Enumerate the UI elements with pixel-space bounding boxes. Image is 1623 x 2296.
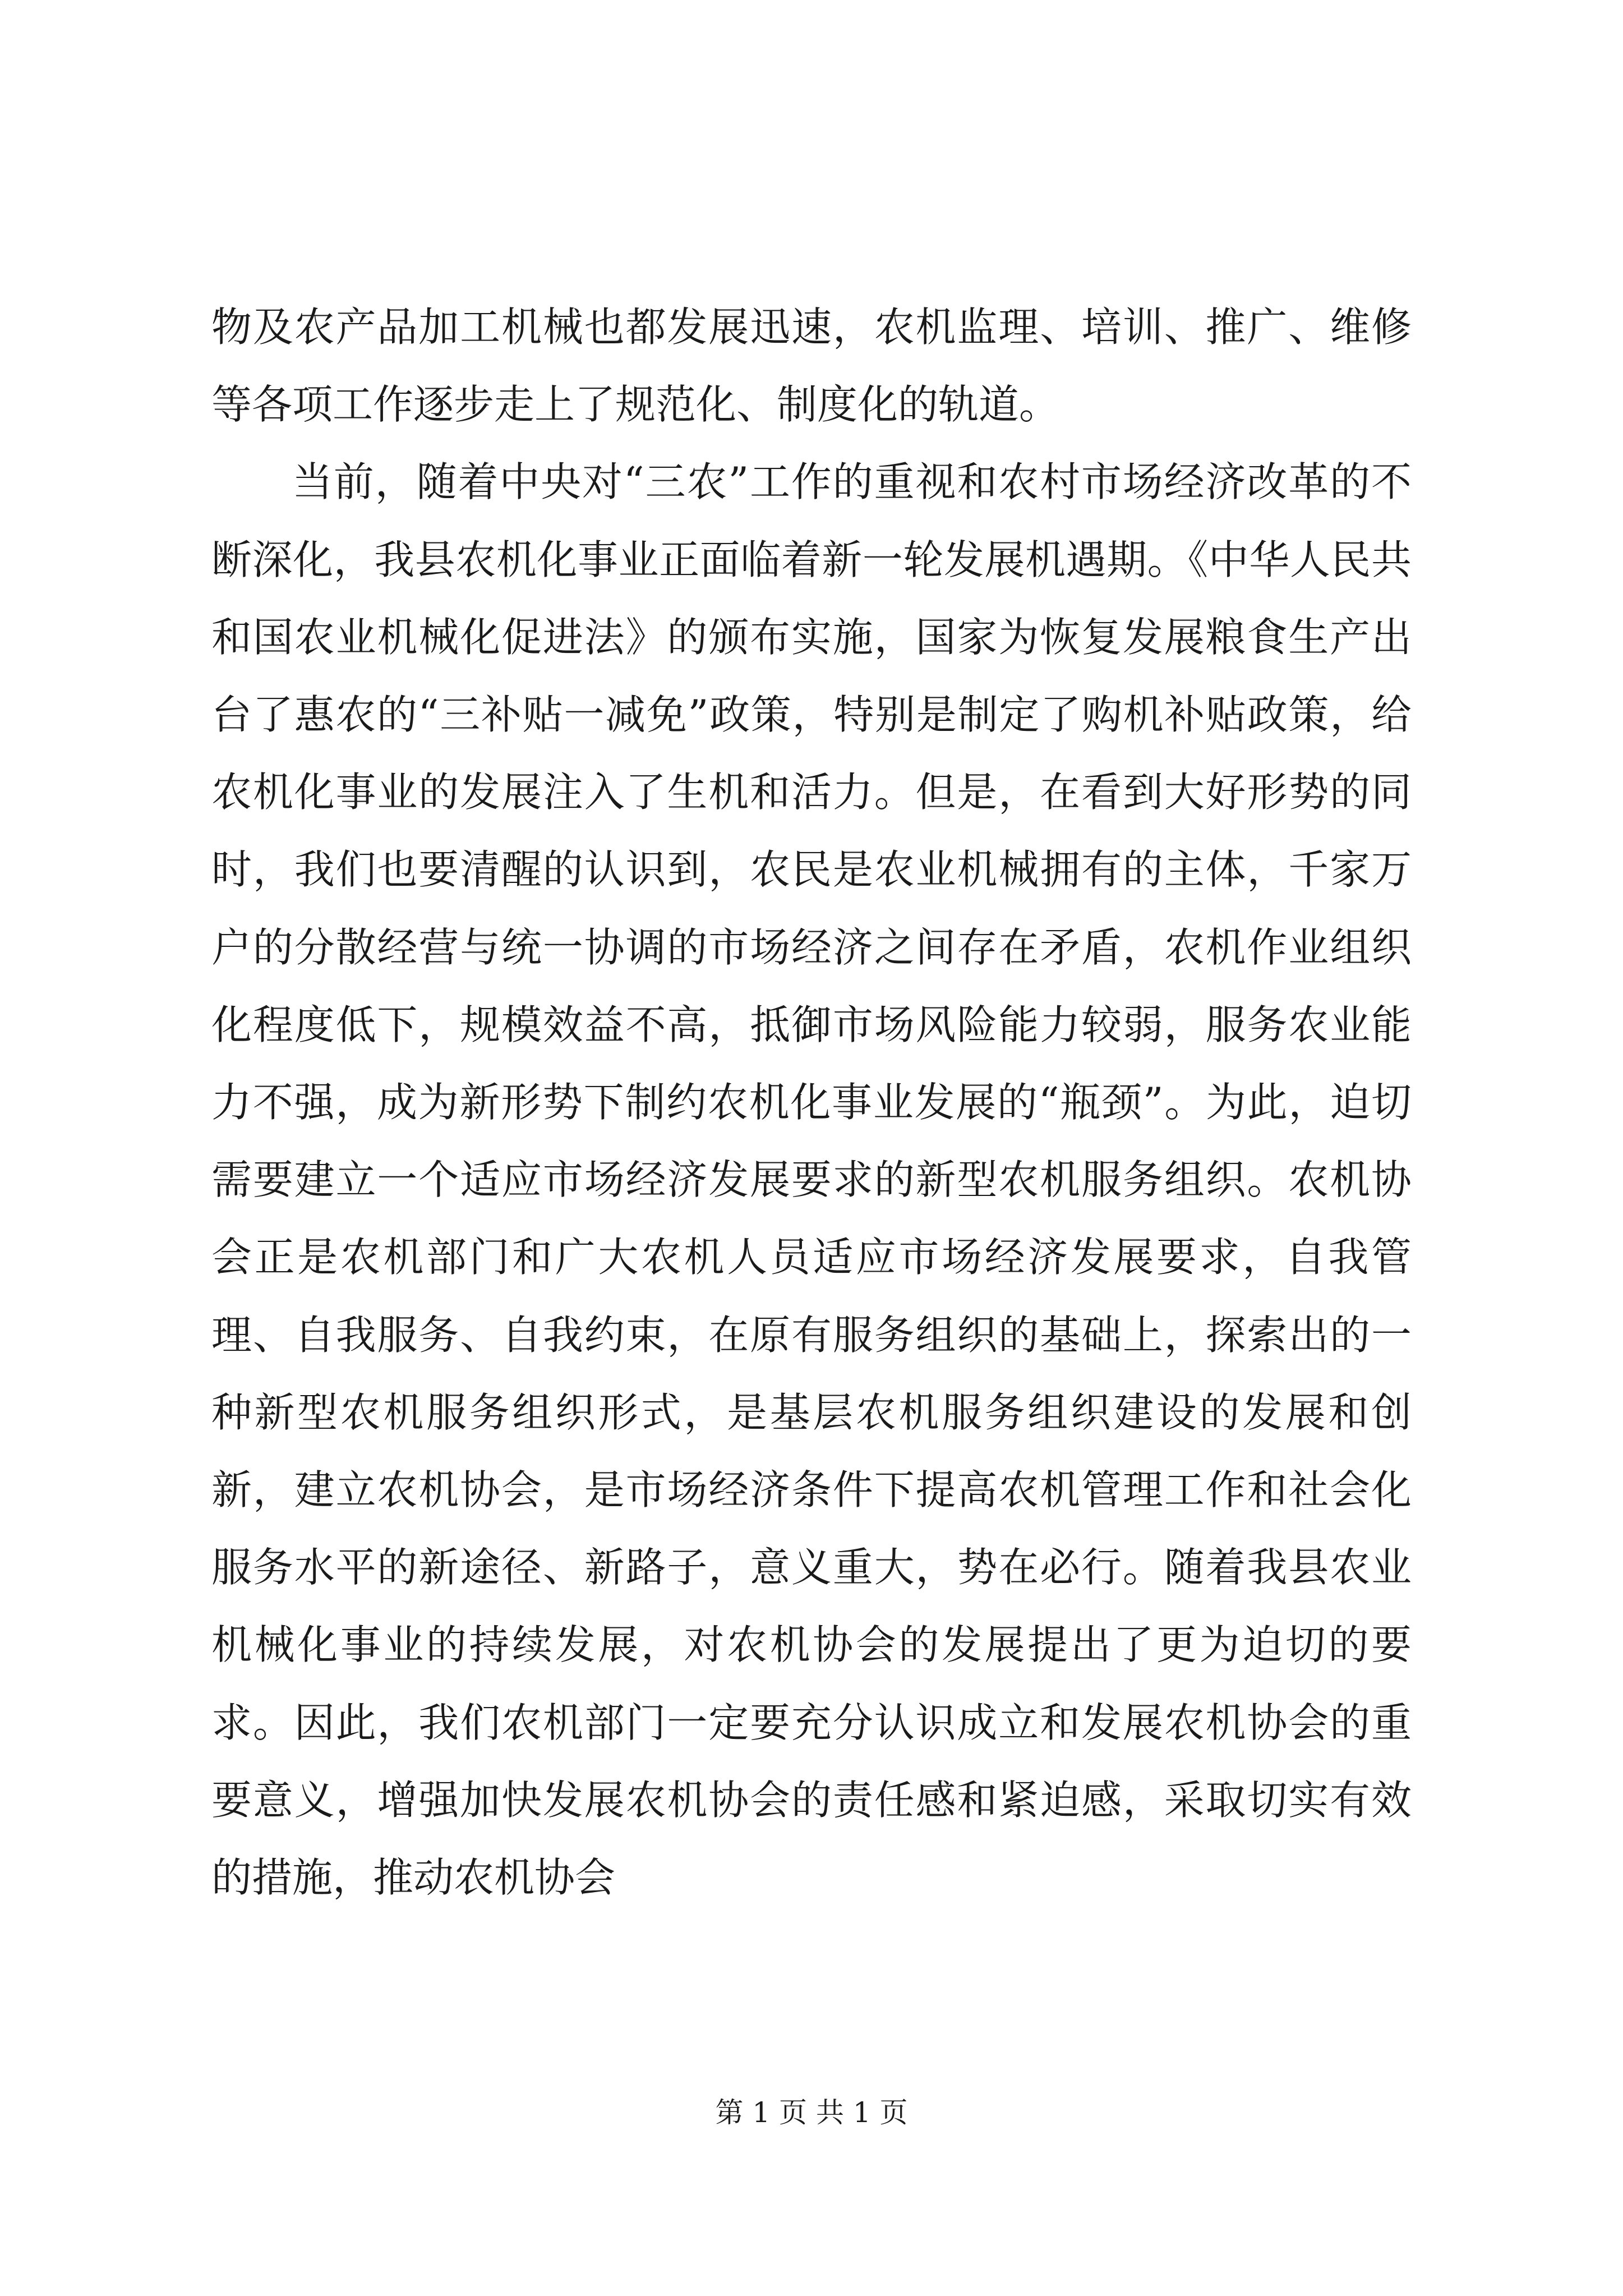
document-body xyxy=(211,288,1412,1916)
page-footer xyxy=(0,2096,1623,2129)
page-number-label: 第 1 页 共 1 页 xyxy=(715,2096,908,2129)
paragraph-continuation: 物及农产品加工机械也都发展迅速，农机监理、培训、推广、维修等各项工作逐步走上了规范化、制度化的轨道。 xyxy=(211,303,1412,429)
paragraph-current-situation: 当前，随着中央对“三农”工作的重视和农村市场经济改革的不断深化，我县农机化事业正面临着新一轮发展机遇期。《中华人民共和国农业机械化促进法》的颁布实施，国家为恢复发展粮食生产出台了惠农的“三补贴一减免”政策，特别是制定了购机补贴政策，给农机化事业的发展注入了生机和活力。但是，在看到大好形势的同时，我们也要清醒的认识到，农民是农业机械拥有的主体，千家万户的分散经营与统一协调的市场经济之间存在矛盾，农机作业组织化程度低下，规模效益不高，抵御市场风险能力较弱，服务农业能力不强，成为新形势下制约农机化事业发展的“瓶颈”。为此，迫切需要建立一个适应市场经济发展要求的新型农机服务组织。农机协会正是农机部门和广大农机人员适应市场经济发展要求，自我管理、自我服务、自我约束，在原有服务组织的基础上，探索出的一种新型农机服务组织形式，是基层农机服务组织建设的发展和创新，建立农机协会，是市场经济条件下提高农机管理工作和社会化服务水平的新途径、新路子，意义重大，势在必行。随着我县农业机械化事业的持续发展，对农机协会的发展提出了更为迫切的要求。因此，我们农机部门一定要充分认识成立和发展农机协会的重要意义，增强加快发展农机协会的责任感和紧迫感，采取切实有效的措施，推动农机协会 xyxy=(211,458,1412,1902)
